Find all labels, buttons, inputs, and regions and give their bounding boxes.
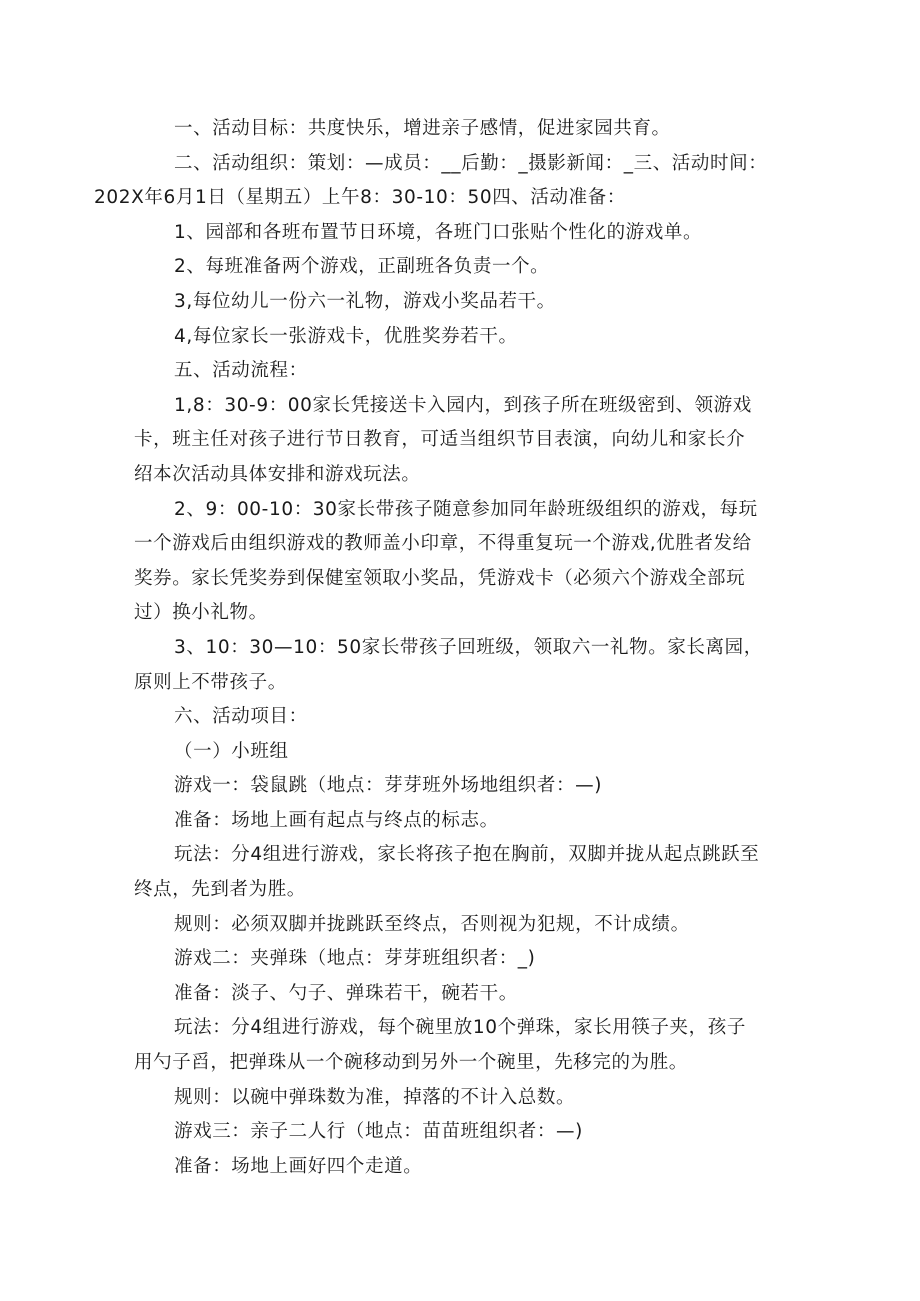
paragraph-organization: [94, 147, 794, 216]
document-body: [94, 112, 794, 1184]
text-line: 奖券。家长凭奖券到保健室领取小奖品，凭游戏卡（必须六个游戏全部玩: [134, 567, 746, 589]
text-line: 2、每班准备两个游戏，正副班各负责一个。: [174, 256, 550, 278]
text-line: 玩法：分4组进行游戏，家长将孩子抱在胸前，双脚并拢从起点跳跃至: [174, 844, 760, 866]
heading-items: [134, 700, 794, 735]
paragraph-process-3: [134, 631, 794, 700]
game-2-prep: [134, 977, 794, 1012]
game-2-title: [134, 942, 794, 977]
text-line: 准备：淡子、勺子、弹珠若干，碗若干。: [174, 982, 518, 1004]
text-line: 过）换小礼物。: [134, 602, 268, 624]
game-3-prep: [134, 1150, 794, 1185]
text-line: 卡，班主任对孩子进行节日教育，可适当组织节目表演，向幼儿和家长介: [134, 429, 746, 451]
game-1-prep: [134, 804, 794, 839]
text-line: 202X年6月1日（星期五）上午8：30-10：50四、活动准备：: [94, 187, 626, 209]
text-line: 1、园部和各班布置节日环境，各班门口张贴个性化的游戏单。: [174, 221, 703, 243]
paragraph-prep-3: [134, 285, 794, 320]
text-line: 游戏三：亲子二人行（地点：苗苗班组织者：—): [174, 1121, 583, 1143]
text-line: 规则：必须双脚并拢跳跃至终点，否则视为犯规，不计成绩。: [174, 913, 690, 935]
text-line: 4,每位家长一张游戏卡，优胜奖券若干。: [174, 325, 518, 347]
text-line: 规则：以碗中弹珠数为准，掉落的不计入总数。: [174, 1086, 576, 1108]
text-line: 一、活动目标：共度快乐，增进亲子感情，促进家园共育。: [174, 118, 671, 139]
text-line: （一）小班组: [174, 740, 289, 762]
game-1-play: [134, 838, 794, 907]
paragraph-prep-2: [134, 250, 794, 285]
text-line: 绍本次活动具体安排和游戏玩法。: [134, 463, 421, 485]
text-line: 游戏二：夹弹珠（地点：芽芽班组织者：_): [174, 948, 536, 970]
text-line: 原则上不带孩子。: [134, 671, 287, 693]
text-line: 用勺子舀，把弹珠从一个碗移动到另外一个碗里，先移完的为胜。: [134, 1052, 688, 1074]
game-2-rules: [134, 1081, 794, 1116]
text-line: 准备：场地上画有起点与终点的标志。: [174, 809, 499, 831]
text-line: 六、活动项目：: [174, 706, 308, 728]
text-line: 二、活动组织：策划：—成员：__后勤：_摄影新闻：_三、活动时间：: [174, 152, 768, 174]
game-1-rules: [134, 908, 794, 943]
text-line: 3,每位幼儿一份六一礼物，游戏小奖品若干。: [174, 290, 556, 312]
text-line: 游戏一：袋鼠跳（地点：芽芽班外场地组织者：—): [174, 775, 603, 797]
heading-process: [134, 354, 794, 389]
paragraph-prep-4: [134, 320, 794, 355]
text-line: 终点，先到者为胜。: [134, 879, 306, 901]
paragraph-process-1: [134, 389, 794, 493]
text-line: 准备：场地上画好四个走道。: [174, 1155, 423, 1177]
text-line: 玩法：分4组进行游戏，每个碗里放10个弹珠，家长用筷子夹，孩子: [174, 1017, 746, 1039]
text-line: 2、9：00-10：30家长带孩子随意参加同年龄班级组织的游戏，每玩: [174, 498, 758, 520]
heading-small-class: [134, 735, 794, 770]
game-3-title: [134, 1115, 794, 1150]
paragraph-goal: [134, 112, 794, 147]
game-1-title: [134, 769, 794, 804]
paragraph-prep-1: [134, 216, 794, 251]
text-line: 1,8：30-9：00家长凭接送卡入园内，到孩子所在班级密到、领游戏: [174, 394, 752, 416]
text-line: 一个游戏后由组织游戏的教师盖小印章，不得重复玩一个游戏,优胜者发给: [134, 533, 752, 555]
text-line: 3、10：30—10：50家长带孩子回班级，领取六一礼物。家长离园，: [174, 636, 763, 658]
game-2-play: [134, 1011, 794, 1080]
paragraph-process-2: [134, 493, 794, 631]
text-line: 五、活动流程：: [174, 360, 308, 382]
